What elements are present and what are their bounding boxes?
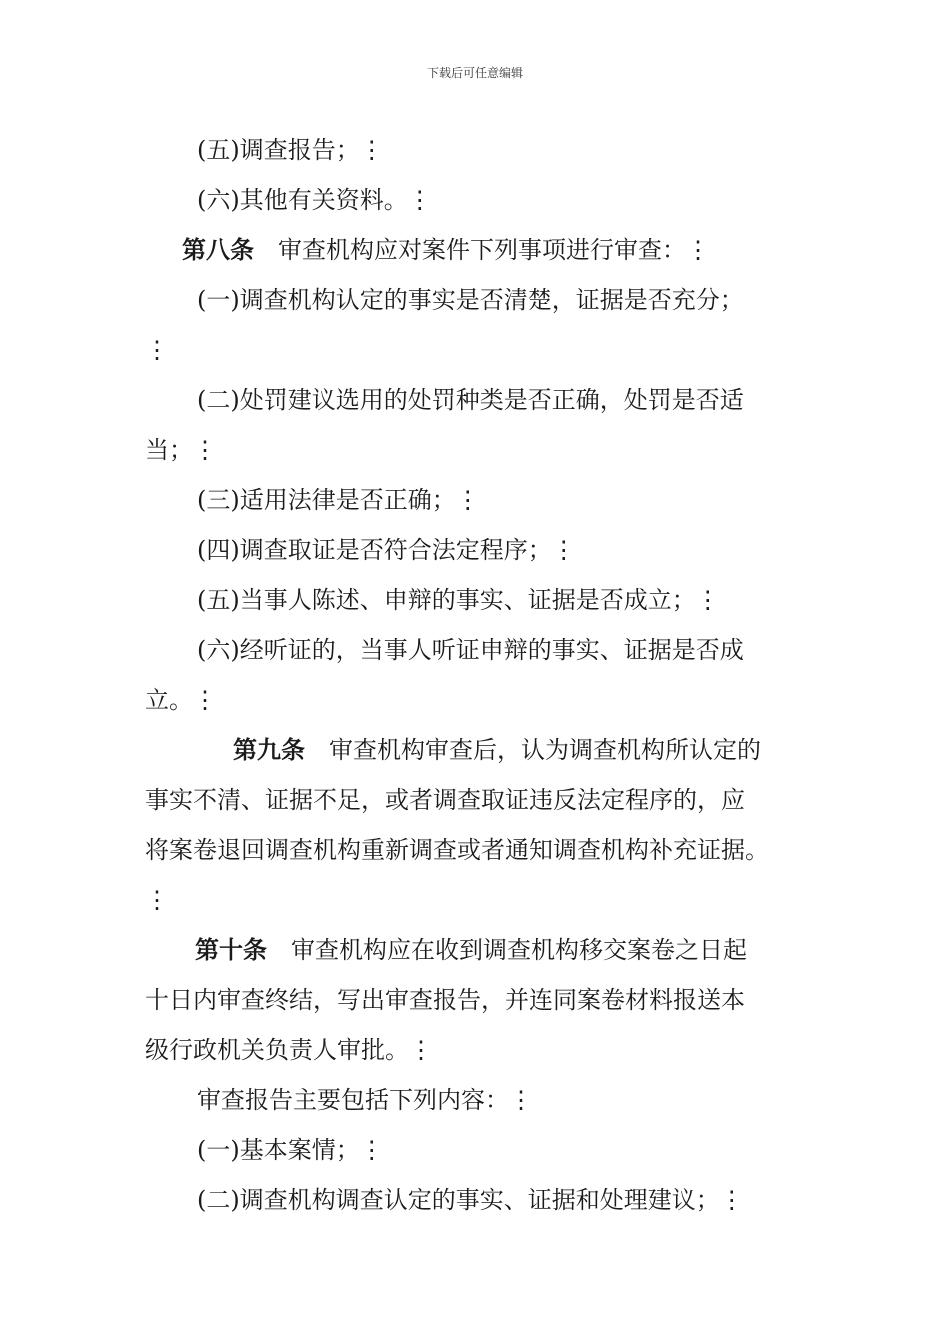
paragraph-line: (六)经听证的，当事人听证申辩的事实、证据是否成 — [197, 636, 744, 664]
paragraph-line: 十日内审查终结，写出审查报告，并连同案卷材料报送本 — [145, 986, 745, 1014]
article-9-heading: 第九条 — [233, 735, 305, 764]
article-10-text: 审查机构应在收到调查机构移交案卷之日起 — [291, 936, 747, 964]
paragraph-line: (二)处罚建议选用的处罚种类是否正确，处罚是否适 — [197, 386, 744, 414]
paragraph-line: 事实不清、证据不足，或者调查取证违反法定程序的，应 — [145, 786, 745, 814]
paragraph-line: ⋮ — [145, 886, 169, 914]
page-header: 下载后可任意编辑 — [426, 66, 523, 80]
paragraph-line: (三)适用法律是否正确；⋮ — [197, 486, 480, 514]
article-8-text: 审查机构应对案件下列事项进行审查：⋮ — [278, 236, 710, 264]
paragraph-line: (五)调查报告；⋮ — [197, 136, 384, 164]
paragraph-line: (六)其他有关资料。⋮ — [197, 186, 432, 214]
paragraph-line: (四)调查取证是否符合法定程序；⋮ — [197, 536, 576, 564]
article-10-heading: 第十条 — [195, 935, 267, 964]
article-8-line — [145, 225, 805, 275]
paragraph-line: (一)基本案情；⋮ — [197, 1136, 384, 1164]
paragraph-line: 审查报告主要包括下列内容：⋮ — [197, 1086, 533, 1114]
paragraph-line: 当；⋮ — [145, 436, 217, 464]
paragraph-line: (一)调查机构认定的事实是否清楚，证据是否充分； — [197, 286, 744, 314]
paragraph-line: ⋮ — [145, 336, 169, 364]
article-9-line — [145, 725, 805, 775]
paragraph-line: (二)调查机构调查认定的事实、证据和处理建议；⋮ — [197, 1186, 744, 1214]
paragraph-line: (五)当事人陈述、申辩的事实、证据是否成立；⋮ — [197, 586, 720, 614]
paragraph-line: 立。⋮ — [145, 686, 217, 714]
article-10-line — [145, 925, 805, 975]
article-8-heading: 第八条 — [182, 235, 254, 264]
document-body — [145, 125, 805, 1225]
paragraph-line: 级行政机关负责人审批。⋮ — [145, 1036, 433, 1064]
paragraph-line: 将案卷退回调查机构重新调查或者通知调查机构补充证据。 — [145, 836, 769, 864]
article-9-text: 审查机构审查后，认为调查机构所认定的 — [329, 736, 761, 764]
